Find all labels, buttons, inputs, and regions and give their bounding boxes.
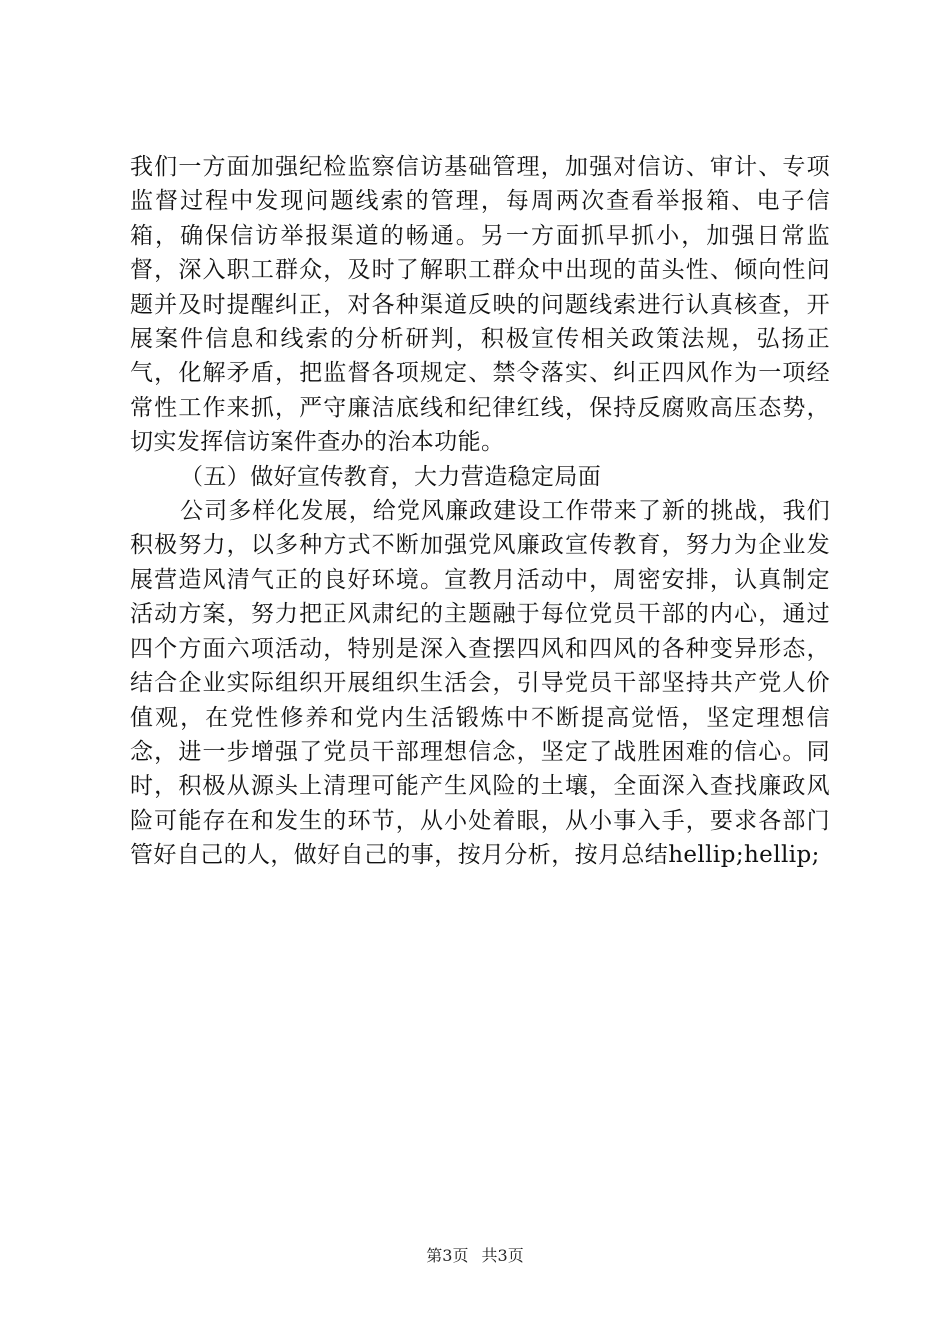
page-footer: [0, 1243, 950, 1266]
page-number: 第3页: [426, 1246, 469, 1265]
page-total: 共3页: [481, 1246, 524, 1265]
paragraph-publicity-education: 公司多样化发展，给党风廉政建设工作带来了新的挑战，我们积极努力，以多种方式不断加强党风廉政宣传教育，努力为企业发展营造风清气正的良好环境。宣教月活动中，周密安排，认真制定活动方案，努力把正风肃纪的主题融于每位党员干部的内心，通过四个方面六项活动，特别是深入查摆四风和四风的各种变异形态，结合企业实际组织开展组织生活会，引导党员干部坚持共产党人价值观，在党性修养和党内生活锻炼中不断提高觉悟，坚定理想信念，进一步增强了党员干部理想信念，坚定了战胜困难的信心。同时，积极从源头上清理可能产生风险的土壤，全面深入查找廉政风险可能存在和发生的环节，从小处着眼，从小事入手，要求各部门管好自己的人，做好自己的事，按月分析，按月总结hellip;hellip;: [130, 498, 830, 869]
section-heading-publicity-education: （五）做好宣传教育，大力营造稳定局面: [180, 463, 602, 490]
paragraph-letters-and-visits: 我们一方面加强纪检监察信访基础管理，加强对信访、审计、专项监督过程中发现问题线索的管理，每周两次查看举报箱、电子信箱，确保信访举报渠道的畅通。另一方面抓早抓小，加强日常监督，深入职工群众，及时了解职工群众中出现的苗头性、倾向性问题并及时提醒纠正，对各种渠道反映的问题线索进行认真核查，开展案件信息和线索的分析研判，积极宣传相关政策法规，弘扬正气，化解矛盾，把监督各项规定、禁令落实、纠正四风作为一项经常性工作来抓，严守廉洁底线和纪律红线，保持反腐败高压态势，切实发挥信访案件查办的治本功能。: [130, 154, 830, 456]
document-body: [130, 150, 830, 873]
